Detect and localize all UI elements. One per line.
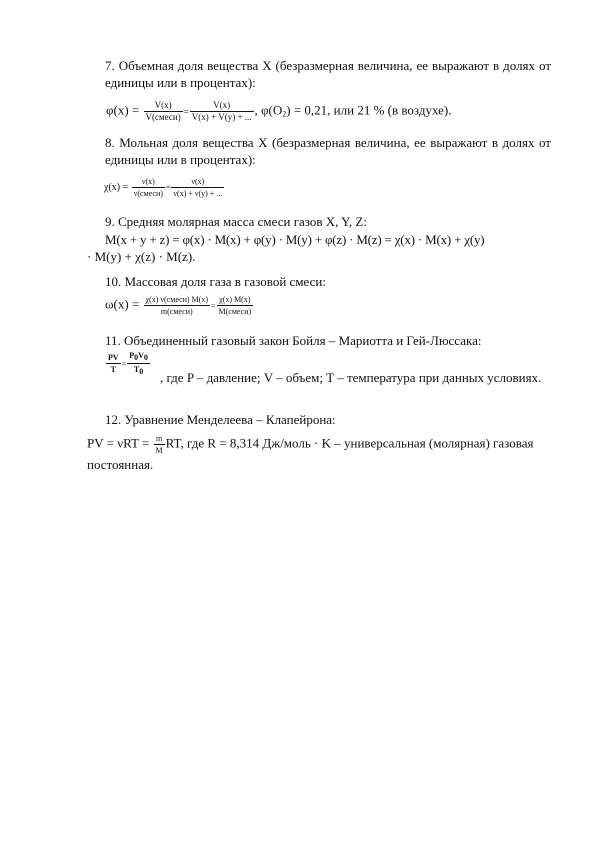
item-12-title: 12. Уравнение Менделеева – Клапейрона:: [105, 412, 336, 427]
fraction: $\frac{m}{M}$: [155, 434, 163, 455]
item-9-title: 9. Средняя молярная масса смеси газов X, Y, Z:: [105, 214, 367, 229]
fraction: $\frac{\nu(x)}{\text{ν(смеси)}}$: [133, 177, 163, 198]
item-10-title: 10. Массовая доля газа в газовой смеси:: [105, 274, 326, 289]
fraction: $\frac{\chi(x) M(x)}{\text{M(смеси)}}$: [218, 295, 252, 316]
item-9-line-1: M(x + y + z) = φ(x) · M(x) + φ(y) · M(y) + φ(z) · M(z) = χ(x) · M(x) + χ(y): [105, 232, 485, 247]
formula-lhs: φ(x) =: [106, 102, 140, 118]
formula-lhs: χ(x) =: [104, 181, 129, 193]
formula-lhs: PV = νRT =: [87, 435, 150, 451]
item-12-formula: PV = νRT = $\frac{m}{M}$ RT, где R = 8,314 Дж/моль · K – универсальная (молярная) газовая постоянная.: [87, 434, 534, 472]
item-7-text: 7. Объемная доля вещества X (безразмерная величина, ее выражают в долях от единицы или в процентах):: [105, 58, 551, 90]
fraction: $\frac{\nu(x)}{\nu(x) + \nu(y) + ...}$: [173, 177, 223, 198]
item-10-formula: ω(x) = $\frac{\text{χ(x) ν(смеси) M(x)}}{\text{m(смеси)}}$ = $\frac{\chi(x) M(x)}{\text{M(смеси)}}$: [105, 295, 252, 316]
item-11-formula: $\frac{PV}{T}$ = $\frac{P_0V_0}{T_0}$: [108, 351, 148, 376]
item-9-line-2: · M(y) + χ(z) · M(z).: [87, 249, 196, 264]
item-11-tail: , где P – давление; V – объем; T – температура при данных условиях.: [160, 370, 542, 385]
formula-lhs: ω(x) =: [105, 296, 140, 312]
item-7-formula: φ(x) = $\frac{V(x)}{\text{V(смеси)}}$ = $\frac{V(x)}{V(x) + V(y) + ...}$ , $\varphi(O_2) = 0,21$, или 21 % (в воздухе).: [106, 100, 452, 122]
fraction: $\frac{\text{χ(x) ν(смеси) M(x)}}{\text{m(смеси)}}$: [145, 295, 209, 316]
item-8-text: 8. Мольная доля вещества X (безразмерная величина, ее выражают в долях от единицы или в процентах):: [105, 135, 551, 167]
item-8-formula: χ(x) = $\frac{\nu(x)}{\text{ν(смеси)}}$ = $\frac{\nu(x)}{\nu(x) + \nu(y) + ...}$: [104, 177, 223, 198]
fraction: $\frac{V(x)}{V(x) + V(y) + ...}$: [191, 100, 252, 122]
fraction: $\frac{V(x)}{\text{V(смеси)}}$: [145, 100, 181, 122]
fraction: $\frac{P_0V_0}{T_0}$: [129, 351, 148, 376]
fraction: $\frac{PV}{T}$: [108, 353, 119, 374]
item-11-title: 11. Объединенный газовый закон Бойля – Мариотта и Гей-Люссака:: [105, 333, 482, 348]
